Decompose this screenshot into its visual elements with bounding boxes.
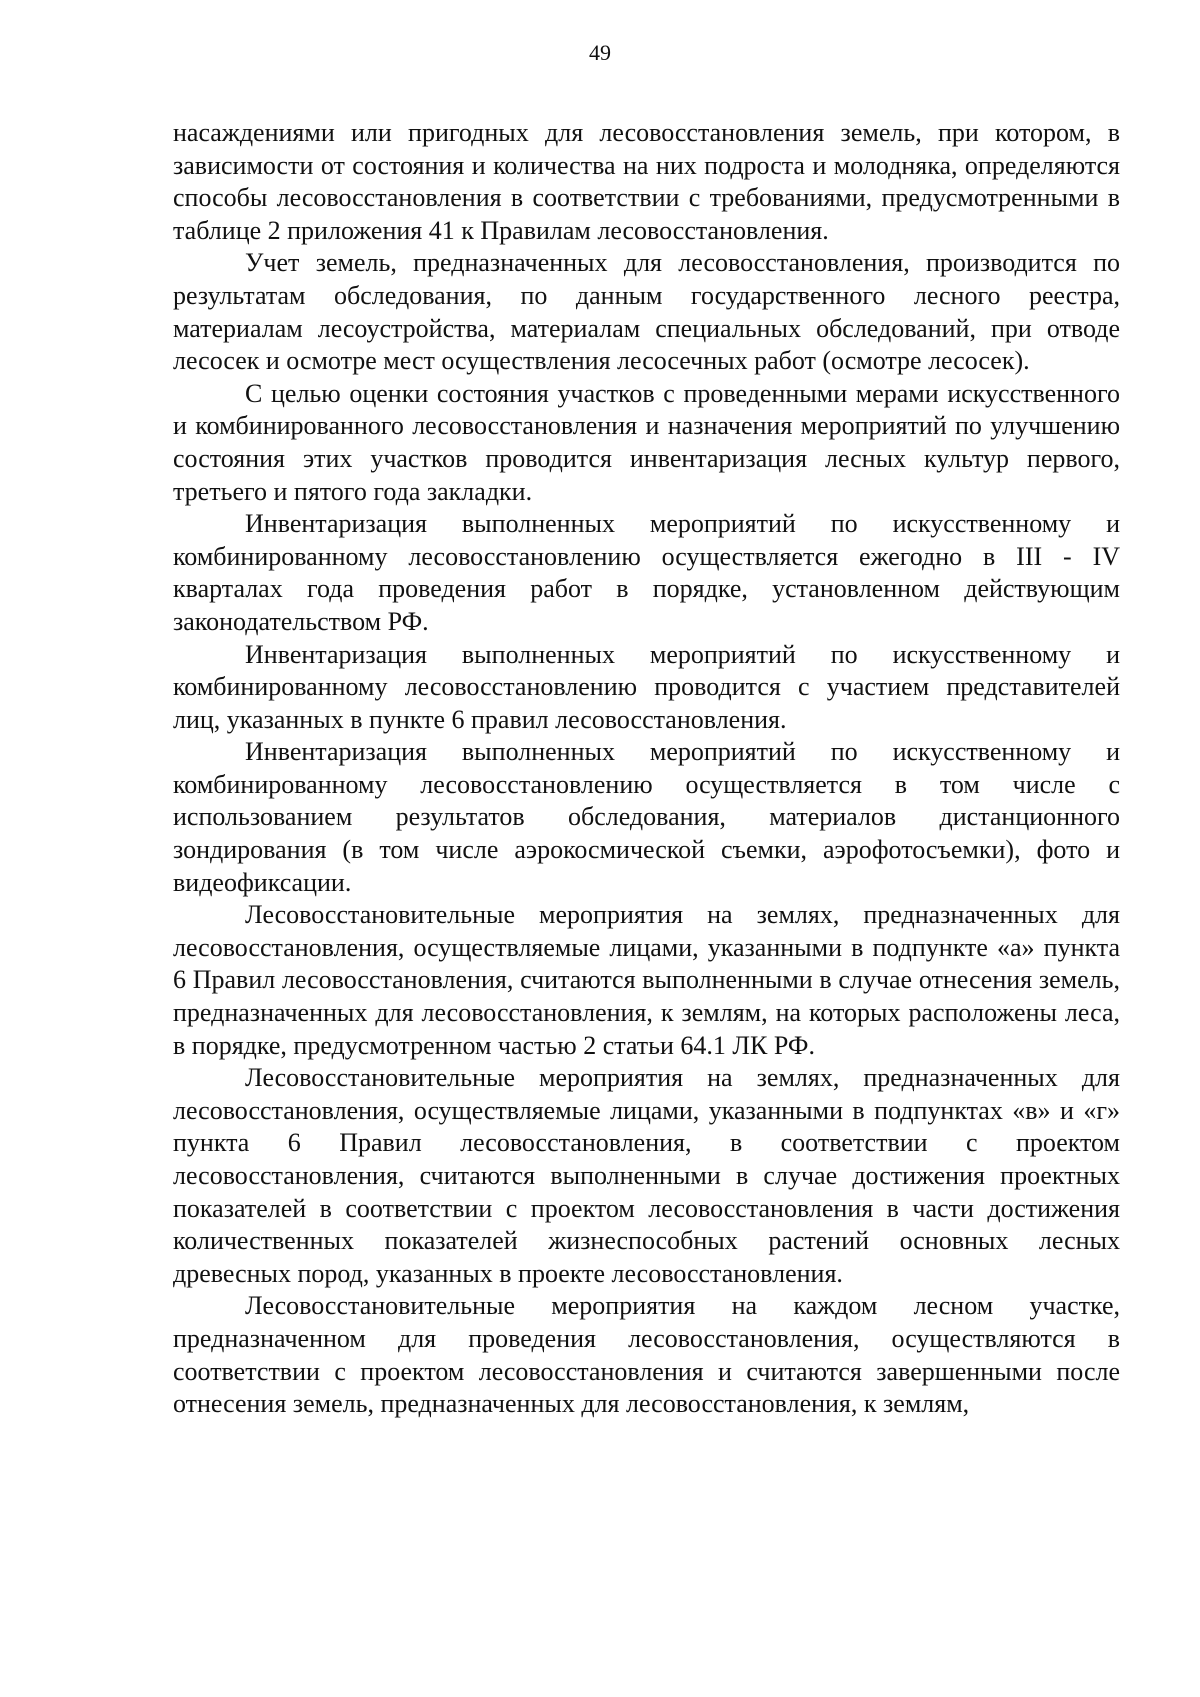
paragraph-inventory-schedule: Инвентаризация выполненных мероприятий по искусственному и комбинированному лесовосстановлению осуществляется ежегодно в III - IV кварталах года проведения работ в порядке, установленном действующим законодательством РФ.	[173, 509, 1120, 636]
paragraph-land-accounting: Учет земель, предназначенных для лесовосстановления, производится по результатам обследования, по данным государственного лесного реестра, материалам лесоустройства, материалам специальных обследований, при отводе лесосек и осмотре мест осуществления лесосечных работ (осмотре лесосек).	[173, 248, 1120, 376]
paragraph-inventory-methods: Инвентаризация выполненных мероприятий по искусственному и комбинированному лесовосстановлению осуществляется в том числе с использованием результатов обследования, материалов дистанционного зондирования (в том числе аэрокосмической съемки, аэрофотосъемки), фото и видеофиксации.	[173, 737, 1120, 897]
paragraph-inventory-purpose: С целью оценки состояния участков с проведенными мерами искусственного и комбинированного лесовосстановления и назначения мероприятий по улучшению состояния этих участков проводится инвентаризация лесных культур первого, третьего и пятого года закладки.	[173, 378, 1120, 506]
document-body	[173, 117, 1120, 1421]
page-number: 49	[589, 40, 611, 65]
paragraph-completion-subpoint-a: Лесовосстановительные мероприятия на землях, предназначенных для лесовосстановления, осуществляемые лицами, указанными в подпункте «а» пункта 6 Правил лесовосстановления, считаются выполненными в случае отнесения земель, предназначенных для лесовосстановления, к землям, на которых расположены леса, в порядке, предусмотренном частью 2 статьи 64.1 ЛК РФ.	[173, 900, 1120, 1060]
paragraph-completion-each-plot: Лесовосстановительные мероприятия на каждом лесном участке, предназначенном для проведения лесовосстановления, осуществляются в соответствии с проектом лесовосстановления и считаются завершенными после отнесения земель, предназначенных для лесовосстановления, к землям,	[173, 1291, 1120, 1419]
paragraph-inventory-participants: Инвентаризация выполненных мероприятий по искусственному и комбинированному лесовосстановлению проводится с участием представителей лиц, указанных в пункте 6 правил лесовосстановления.	[173, 639, 1120, 734]
paragraph-completion-subpoints-v-g: Лесовосстановительные мероприятия на землях, предназначенных для лесовосстановления, осуществляемые лицами, указанными в подпунктах «в» и «г» пункта 6 Правил лесовосстановления, в соответствии с проектом лесовосстановления, считаются выполненными в случае достижения проектных показателей в соответствии с проектом лесовосстановления в части достижения количественных показателей жизнеспособных растений основных лесных древесных пород, указанных в проекте лесовосстановления.	[173, 1063, 1120, 1288]
paragraph-continuation: насаждениями или пригодных для лесовосстановления земель, при котором, в зависимости от состояния и количества на них подроста и молодняка, определяются способы лесовосстановления в соответствии с требованиями, предусмотренными в таблице 2 приложения 41 к Правилам лесовосстановления.	[173, 118, 1120, 245]
